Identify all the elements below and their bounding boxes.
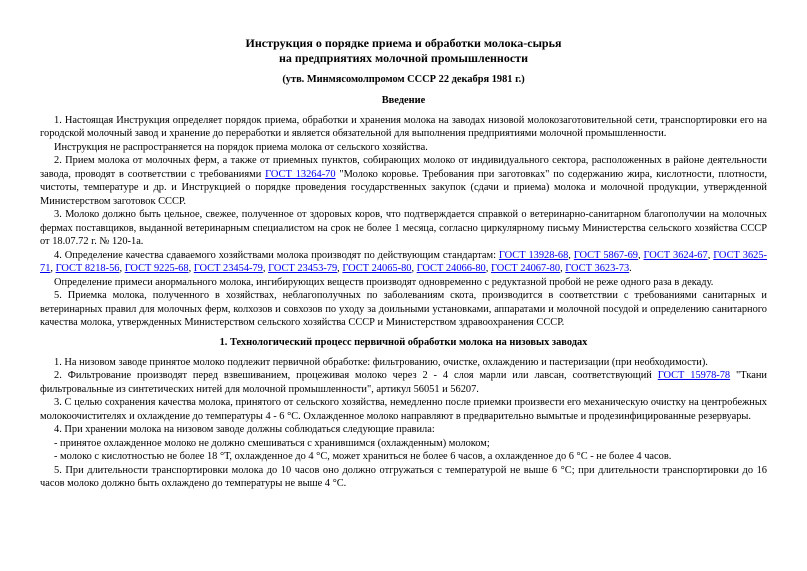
- gost-link[interactable]: ГОСТ 3625-71: [40, 249, 767, 275]
- section-1-item-5: 5. При длительности транспортировки молока до 10 часов оно должно отгружаться с температурой не выше 6 °С; при длительности транспортировки до 16 часов молоко должно быть охлаждено до температуры не выше 4 °С.: [40, 464, 767, 490]
- title-line-1: Инструкция о порядке приема и обработки молока-сырья: [245, 36, 562, 50]
- gost-link[interactable]: ГОСТ 8218-56: [55, 263, 120, 275]
- approval-note: (утв. Минмясомолпромом СССР 22 декабря 1981 г.): [282, 73, 525, 85]
- gost-link-separator: ,: [560, 263, 566, 275]
- gost-link[interactable]: ГОСТ 3624-67: [643, 249, 708, 261]
- document-title: [40, 36, 767, 67]
- gost-link-separator: ,: [485, 263, 491, 275]
- paragraph-4b: Определение примеси анормального молока, ингибирующих веществ производят одновременно с редуктазной пробой не реже одного раза в декаду.: [54, 276, 714, 288]
- paragraph-3: 3. Молоко должно быть цельное, свежее, полученное от здоровых коров, что подтверждается справкой о ветеринарно-санитарном благополучии на молочных фермах поставщиков, выданной ветеринарным специалистом на срок не более 1 месяца, согласно циркулярному письму Министерства сельского хозяйства СССР от 18.07.72 г. № 120-1а.: [40, 209, 767, 248]
- gost-link-separator: ,: [262, 263, 269, 275]
- intro-heading: Введение: [381, 95, 426, 107]
- gost-link[interactable]: ГОСТ 23453-79: [268, 263, 338, 275]
- gost-link[interactable]: ГОСТ 24065-80: [342, 263, 412, 275]
- gost-link-separator: ,: [707, 249, 714, 261]
- title-line-2: на предприятиях молочной промышленности: [279, 51, 528, 66]
- gost-link[interactable]: ГОСТ 13928-68: [498, 249, 569, 261]
- gost-link-separator: ,: [568, 249, 574, 261]
- paragraph-2-text-start: 2. Прием молока от молочных ферм, а также от приемных пунктов, собирающих молоко от индивидуального сектора, расположенных в районе деятельности завода, проводят в соответствии с требованиями: [40, 155, 767, 180]
- section-1-item-2-text-end: "Ткани фильтровальные из синтетических нитей для молочной промышленности", артикул 56051 и 56207.: [40, 370, 767, 395]
- gost-link-separator: ,: [337, 263, 343, 275]
- paragraph-1: 1. Настоящая Инструкция определяет порядок приема, обработки и хранения молока на заводах низовой молокозаготовительной сети, транспортировки его на городской молочный завод и хранение до переработки и является обязательной для выполнения предприятиями молочной промышленности.: [40, 114, 767, 140]
- paragraph-5: 5. Приемка молока, полученного в хозяйствах, неблагополучных по заболеваниям скота, производится в соответствии с требованиями санитарных и ветеринарных правил для молочных ферм, колхозов и совхозов по уходу за доильными установками, аппаратами и молочной посудой и определению санитарного качества молока, утвержденных Министерством сельского хозяйства СССР и Министерством здравоохранения СССР.: [40, 290, 767, 329]
- gost-link[interactable]: ГОСТ 3623-73: [565, 263, 630, 275]
- gost-link[interactable]: ГОСТ 23454-79: [193, 263, 263, 275]
- section-1-item-2: [40, 369, 767, 396]
- gost-link-15978-78[interactable]: ГОСТ 15978-78: [657, 370, 731, 382]
- paragraph-1b: Инструкция не распространяется на порядок приема молока от сельского хозяйства.: [54, 141, 428, 153]
- section-1-item-4a: - принятое охлажденное молоко не должно смешиваться с хранившимся (охлажденным) молоком;: [54, 437, 490, 449]
- section-1-item-4: 4. При хранении молока на низовом заводе должны соблюдаться следующие правила:: [54, 424, 435, 436]
- gost-link[interactable]: ГОСТ 9225-68: [124, 263, 189, 275]
- paragraph-4-text-start: 4. Определение качества сдаваемого хозяйствами молока производят по действующим стандартам:: [54, 249, 499, 261]
- gost-link-separator: ,: [119, 263, 125, 275]
- gost-link-separator: .: [629, 263, 632, 275]
- gost-link[interactable]: ГОСТ 24067-80: [490, 263, 561, 275]
- gost-link-13264-70[interactable]: ГОСТ 13264-70: [265, 168, 336, 180]
- gost-link-separator: ,: [50, 263, 56, 275]
- section-1-heading: 1. Технологический процесс первичной обработки молока на низовых заводах: [219, 337, 588, 348]
- paragraph-2-text-end: "Молоко коровье. Требования при заготовках" по содержанию жира, кислотности, плотности, чистоты, температуре и др. и Инструкцией о порядке проведения государственных закупок (сдачи и приема) молока и молочной продукции, утвержденной Министерством заготовок СССР.: [40, 168, 767, 207]
- paragraph-4: [40, 249, 767, 276]
- paragraph-2: [40, 154, 767, 208]
- gost-link[interactable]: ГОСТ 5867-69: [573, 249, 638, 261]
- gost-link-separator: ,: [637, 249, 644, 261]
- section-1-item-4b: - молоко с кислотностью не более 18 °Т, охлажденное до 4 °С, может храниться не более 6 часов, а охлажденное до 6 °С - не более 4 часов.: [54, 451, 672, 463]
- gost-link[interactable]: ГОСТ 24066-80: [416, 263, 486, 275]
- gost-link-separator: ,: [411, 263, 417, 275]
- section-1-item-1: 1. На низовом заводе принятое молоко подлежит первичной обработке: фильтрованию, очистке, охлаждению и пастеризации (при необходимости).: [54, 356, 708, 368]
- section-1-item-2-text-start: 2. Фильтрование производят перед взвешиванием, процеживая молоко через 2 - 4 слоя марли или лавсан, соответствующий: [54, 370, 658, 382]
- section-1-item-3: 3. С целью сохранения качества молока, принятого от сельского хозяйства, немедленно после приемки произвести его механическую очистку на центробежных молокоочистителях и охлаждение до температуры 4 - 6 °С. Охлажденное молоко направляют в предварительно вымытые и продезинфицированные резервуары.: [40, 397, 767, 422]
- gost-link-separator: ,: [188, 263, 194, 275]
